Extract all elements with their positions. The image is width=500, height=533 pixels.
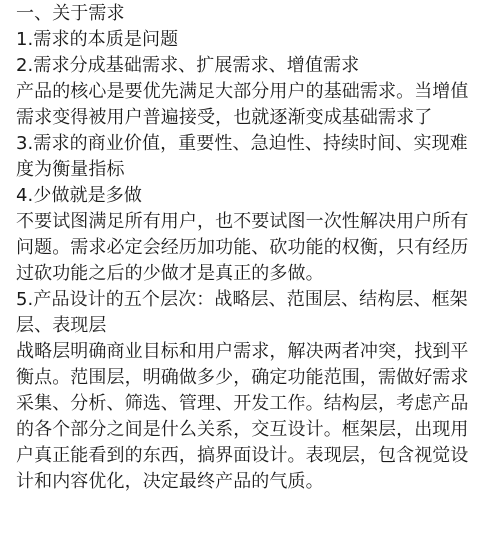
point-4-text-line-1: 不要试图满足所有用户，也不要试图一次性解决用户所有	[16, 211, 469, 232]
point-5-text-line-3: 采集、分析、筛选、管理、开发工作。结构层，考虑产品	[16, 393, 469, 414]
point-5-title-line-2: 层、表现层	[16, 315, 107, 336]
point-1-title: 1.需求的本质是问题	[16, 29, 179, 50]
point-2-text-line-2: 需求变得被用户普遍接受，也就逐渐变成基础需求了	[16, 107, 433, 128]
point-3-title-line-2: 度为衡量指标	[16, 159, 125, 180]
point-3-title-line-1: 3.需求的商业价值，重要性、急迫性、持续时间、实现难	[16, 133, 468, 154]
point-5-text-line-2: 衡点。范围层，明确做多少，确定功能范围，需做好需求	[16, 367, 469, 388]
point-5-text-line-6: 计和内容优化，决定最终产品的气质。	[16, 471, 324, 492]
point-4-text-line-3: 过砍功能之后的少做才是真正的多做。	[16, 263, 324, 284]
point-5-text-line-5: 户真正能看到的东西，搞界面设计。表现层，包含视觉设	[16, 445, 469, 466]
point-5-text-line-1: 战略层明确商业目标和用户需求，解决两者冲突，找到平	[16, 341, 469, 362]
heading-requirements: 一、关于需求	[16, 3, 125, 24]
point-2-title: 2.需求分成基础需求、扩展需求、增值需求	[16, 55, 360, 76]
point-4-title: 4.少做就是多做	[16, 185, 142, 206]
point-4-text-line-2: 问题。需求必定会经历加功能、砍功能的权衡，只有经历	[16, 237, 469, 258]
point-2-text-line-1: 产品的核心是要优先满足大部分用户的基础需求。当增值	[16, 81, 469, 102]
point-5-text-line-4: 的各个部分之间是什么关系，交互设计。框架层，出现用	[16, 419, 469, 440]
point-5-title-line-1: 5.产品设计的五个层次：战略层、范围层、结构层、框架	[16, 289, 468, 310]
